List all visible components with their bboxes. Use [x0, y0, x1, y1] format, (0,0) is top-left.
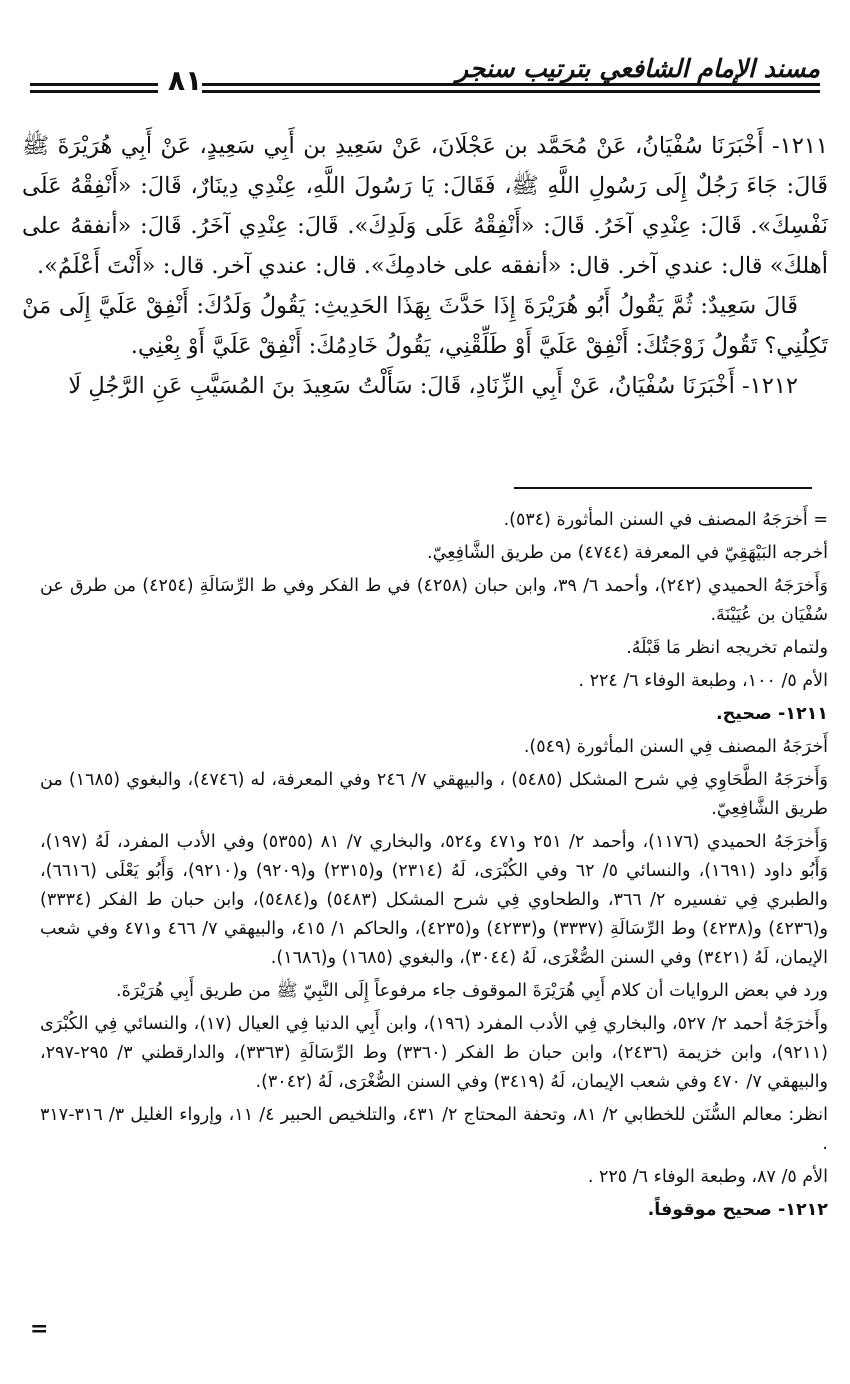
header-rule	[202, 90, 820, 93]
footnote: أخرجه البَيْهَقِيّ في المعرفة (٤٧٤٤) من طريق الشَّافِعِيّ.	[427, 543, 828, 563]
page-number: ٨١	[168, 64, 203, 97]
continuation-mark: =	[30, 1316, 49, 1342]
header-rule	[30, 90, 158, 93]
hadith-1211-commentary: قَالَ سَعِيدٌ: ثُمَّ يَقُولُ أَبُو هُرَيْرَةَ إِذَا حَدَّثَ بِهَذَا الحَدِيثِ: يَقُولُ وَلَدُكَ: أَنْفِقْ عَلَيَّ إِلَى مَنْ تَكِلُنِي؟ تَقُولُ زَوْجَتُكَ: أَنْفِقْ عَلَيَّ أَوْ طَلِّقْنِي، يَقُولُ خَادِمُكَ: أَنْفِقْ عَلَيَّ أَوْ بِعْنِي.	[22, 293, 828, 359]
running-header	[30, 54, 820, 102]
footnote: انظر: معالم السُّنَن للخطابي ٢/ ٨١، وتحفة المحتاج ٢/ ٤٣١، والتلخيص الحبير ٤/ ١١، وإرواء الغليل ٣/ ٣١٦-٣١٧ .	[40, 1105, 828, 1154]
footnote: أَخرَجَهُ المصنف فِي السنن المأثورة (٥٤٩).	[523, 737, 828, 757]
footnote: ورد في بعض الروايات أن كلام أَبِي هُرَيْرَةَ الموقوف جاء مرفوعاً إِلَى النَّبِيّ ﷺ من طريق أَبِي هُرَيْرَةَ.	[116, 981, 828, 1001]
footnote-heading: ١٢١٢- صحيح موقوفاً.	[647, 1200, 828, 1220]
book-title: مسند الإمام الشافعي بترتيب سنجر	[456, 54, 820, 83]
header-rule	[30, 83, 158, 86]
hadith-1211: ١٢١١- أَخْبَرَنَا سُفْيَانُ، عَنْ مُحَمَّد بن عَجْلَانَ، عَنْ سَعِيدِ بن أَبِي سَعِيدٍ، عَنْ أَبِي هُرَيْرَةَ ﷺ قَالَ: جَاءَ رَجُلٌ إِلَى رَسُولِ اللَّهِ ﷺ، فَقَالَ: يَا رَسُولَ اللَّهِ، عِنْدِي دِينَارٌ، قَالَ: «أَنْفِقْهُ عَلَى نَفْسِكَ». قَالَ: عِنْدِي آخَرُ. قَالَ: «أَنْفِقْهُ عَلَى وَلَدِكَ». قَالَ: عِنْدِي آخَرُ. قَالَ: «أنفقهُ على أهلكَ» قال: عندي آخر. قال: «أنفقه على خادمِكَ». قال: عندي آخر. قال: «أَنْتَ أَعْلَمُ».	[22, 133, 828, 279]
header-rule	[202, 83, 820, 86]
footnote: وَأَخرَجَهُ الطَّحَاوِي فِي شرح المشكل (٥٤٨٥) ، والبيهقي ٧/ ٢٤٦ وفي المعرفة، له (٤٧٤٦)، والبغوي (١٦٨٥) من طريق الشَّافِعِيّ.	[40, 770, 828, 819]
footnote: ولتمام تخريجه انظر مَا قَبْلَهُ.	[626, 638, 828, 658]
footnote-separator	[514, 487, 812, 489]
footnote: = أَخرَجَهُ المصنف في السنن المأثورة (٥٣٤).	[503, 510, 828, 530]
main-text	[22, 126, 828, 406]
footnote: وَأَخرَجَهُ الحميدي (٢٤٢)، وأحمد ٦/ ٣٩، وابن حبان (٤٢٥٨) في ط الفكر وفي ط الرِّسَالَةِ (٤٢٥٤) من طرق عن سُفْيَان بن عُيَيْنَةَ.	[40, 576, 829, 625]
footnote: وَأَخرَجَهُ الحميدي (١١٧٦)، وأحمد ٢/ ٢٥١ و٤٧١ و٥٢٤، والبخاري ٧/ ٨١ (٥٣٥٥) وفي الأدب المفرد، لَهُ (١٩٧)، وَأَبُو داود (١٦٩١)، والنسائي ٥/ ٦٢ وفي الكُبْرَى، لَهُ (٢٣١٤) و(٢٣١٥) و(٩٢٠٩) و(٩٢١٠)، وَأَبُو يَعْلَى (٦٦١٦)، والطبري فِي تفسيره ٢/ ٣٦٦، والطحاوي فِي شرح المشكل (٥٤٨٣) و(٥٤٨٤)، وابن حبان ط الفكر (٣٣٣٤) و(٤٢٣٦) و(٤٢٣٨) وط الرِّسَالَةِ (٣٣٣٧) و(٤٢٣٣) و(٤٢٣٥)، والحاكم ١/ ٤١٥، والبيهقي ٧/ ٤٦٦ و٤٧١ وفي شعب الإيمان، لَهُ (٣٤٢١) وفي السنن الصُّغْرَى، لَهُ (٣٠٤٤)، والبغوي (١٦٨٥) و(١٦٨٦).	[40, 832, 828, 968]
footnotes	[40, 506, 828, 1229]
footnote: وأَخرَجَهُ أحمد ٢/ ٥٢٧، والبخاري فِي الأدب المفرد (١٩٦)، وابن أَبِي الدنيا فِي العيال (١٧)، والنسائي فِي الكُبْرَى (٩٢١١)، وابن خزيمة (٢٤٣٦)، وابن حبان ط الفكر (٣٣٦٠) وط الرِّسَالَةِ (٣٣٦٣)، والدارقطني ٣/ ٢٩٥-٢٩٧، والبيهقي ٧/ ٤٧٠ وفي شعب الإيمان، لَهُ (٣٤١٩) وفي السنن الصُّغْرَى، لَهُ (٣٠٤٢).	[40, 1014, 828, 1092]
footnote: الأم ٥/ ٨٧، وطبعة الوفاء ٦/ ٢٢٥ .	[587, 1167, 828, 1187]
footnote-heading: ١٢١١- صحيح.	[715, 704, 828, 724]
hadith-1212: ١٢١٢- أَخْبَرَنَا سُفْيَانُ، عَنْ أَبِي الزِّنَادِ، قَالَ: سَأَلْتُ سَعِيدَ بنَ المُسَيَّبِ عَنِ الرَّجُلِ لَا	[68, 373, 798, 399]
footnote: الأم ٥/ ١٠٠، وطبعة الوفاء ٦/ ٢٢٤ .	[578, 671, 828, 691]
